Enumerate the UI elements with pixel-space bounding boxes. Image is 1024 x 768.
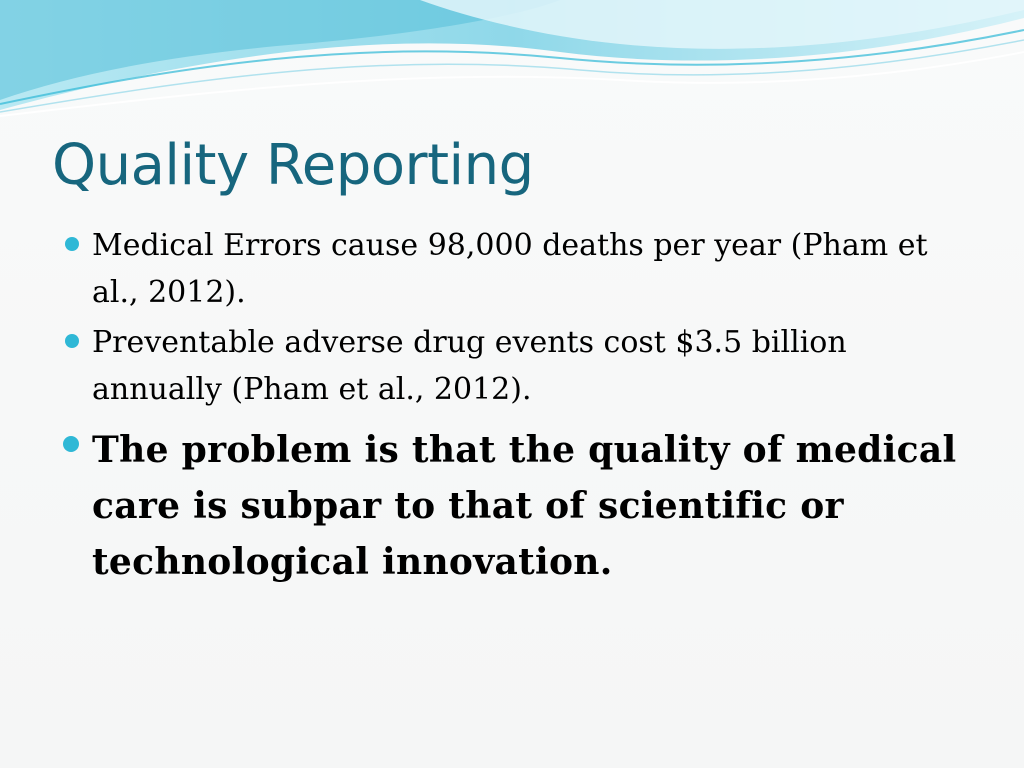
bullet-item-problem-statement <box>62 422 962 590</box>
bullet-list <box>62 222 962 590</box>
header-wave-decoration <box>0 0 1024 130</box>
slide-title: Quality Reporting <box>52 133 534 198</box>
bullet-dot-icon <box>65 237 79 251</box>
bullet-item-drug-events <box>62 319 962 413</box>
bullet-text: The problem is that the quality of medical care is subpar to that of scientific or technological innovation. <box>92 429 957 583</box>
bullet-item-medical-errors <box>62 222 962 316</box>
bullet-text: Preventable adverse drug events cost $3.5 billion annually (Pham et al., 2012). <box>92 325 847 407</box>
bullet-text: Medical Errors cause 98,000 deaths per year (Pham et al., 2012). <box>92 228 928 310</box>
bullet-dot-icon <box>65 334 79 348</box>
bullet-dot-icon <box>63 436 79 452</box>
